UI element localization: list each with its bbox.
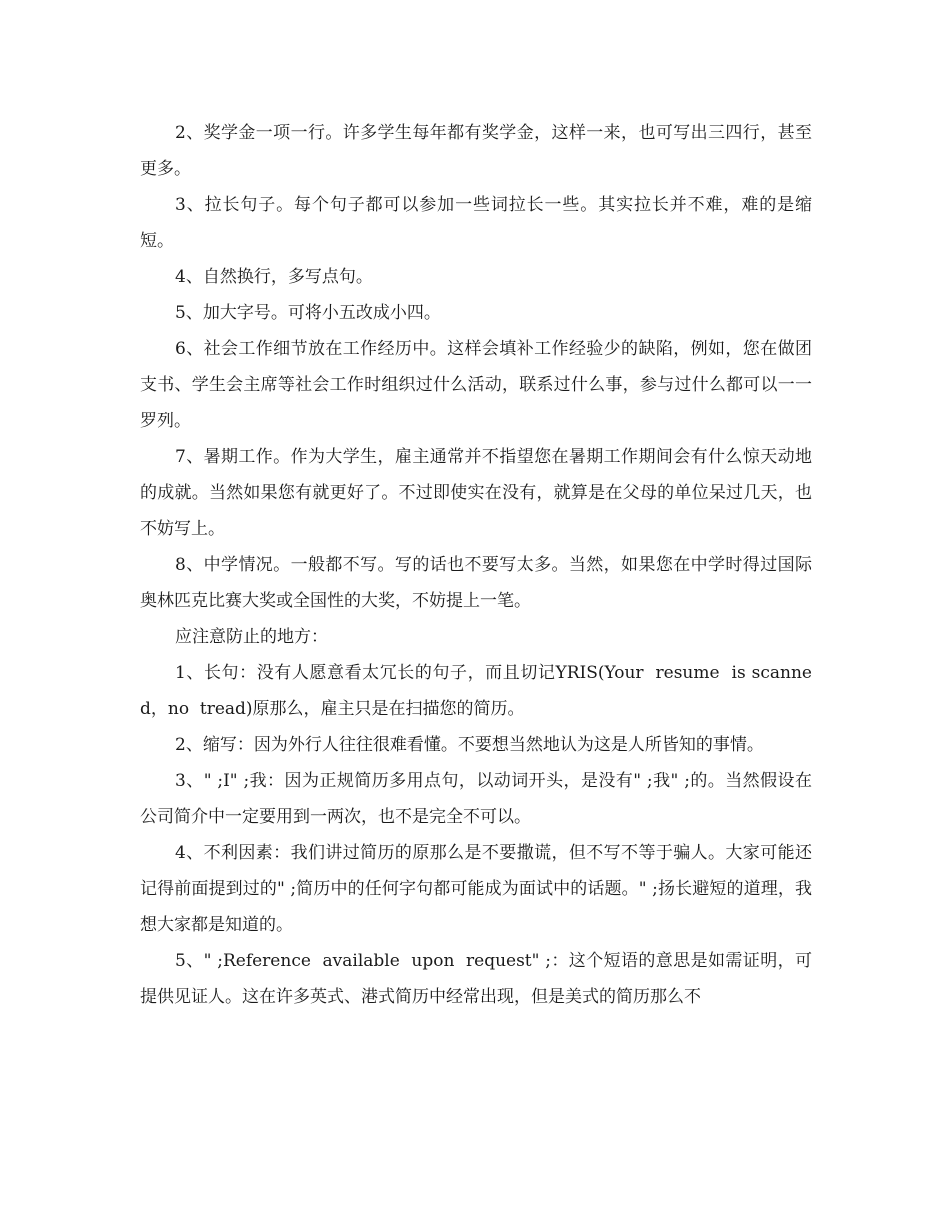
- paragraph-social-work: 6、社会工作细节放在工作经历中。这样会填补工作经验少的缺陷，例如，您在做团支书、学生会主席等社会工作时组织过什么活动，联系过什么事，参与过什么都可以一一罗列。: [140, 339, 812, 431]
- paragraph-references: 5、" ;Reference available upon request" ;：这个短语的意思是如需证明，可提供见证人。这在许多英式、港式简历中经常出现，但是美式的简历那么不: [140, 951, 812, 1007]
- document-page: [140, 115, 812, 1015]
- paragraph-unfavorable-factors: 4、不利因素：我们讲过简历的原那么是不要撒谎，但不写不等于骗人。大家可能还记得前面提到过的" ;简历中的任何字句都可能成为面试中的话题。" ;扬长避短的道理，我想大家都是知道的。: [140, 843, 812, 935]
- section-heading-cautions: 应注意防止的地方：: [175, 627, 328, 647]
- paragraph-line-breaks: 4、自然换行，多写点句。: [175, 267, 373, 287]
- paragraph-font-size: 5、加大字号。可将小五改成小四。: [175, 303, 441, 323]
- paragraph-long-sentences: 1、长句：没有人愿意看太冗长的句子，而且切记YRIS(Your resume is scanned，no tread)原那么，雇主只是在扫描您的简历。: [140, 663, 812, 719]
- paragraph-lengthen-sentences: 3、拉长句子。每个句子都可以参加一些词拉长一些。其实拉长并不难，难的是缩短。: [140, 195, 812, 251]
- paragraph-abbreviations: 2、缩写：因为外行人往往很难看懂。不要想当然地认为这是人所皆知的事情。: [175, 735, 764, 755]
- paragraph-summer-work: 7、暑期工作。作为大学生，雇主通常并不指望您在暑期工作期间会有什么惊天动地的成就。当然如果您有就更好了。不过即使实在没有，就算是在父母的单位呆过几天，也不妨写上。: [140, 447, 812, 539]
- paragraph-high-school: 8、中学情况。一般都不写。写的话也不要写太多。当然，如果您在中学时得过国际奥林匹克比赛大奖或全国性的大奖，不妨提上一笔。: [140, 555, 812, 611]
- paragraph-first-person: 3、" ;I" ;我：因为正规简历多用点句，以动词开头，是没有" ;我" ;的。当然假设在公司简介中一定要用到一两次，也不是完全不可以。: [140, 771, 812, 827]
- paragraph-scholarship: 2、奖学金一项一行。许多学生每年都有奖学金，这样一来，也可写出三四行，甚至更多。: [140, 123, 812, 179]
